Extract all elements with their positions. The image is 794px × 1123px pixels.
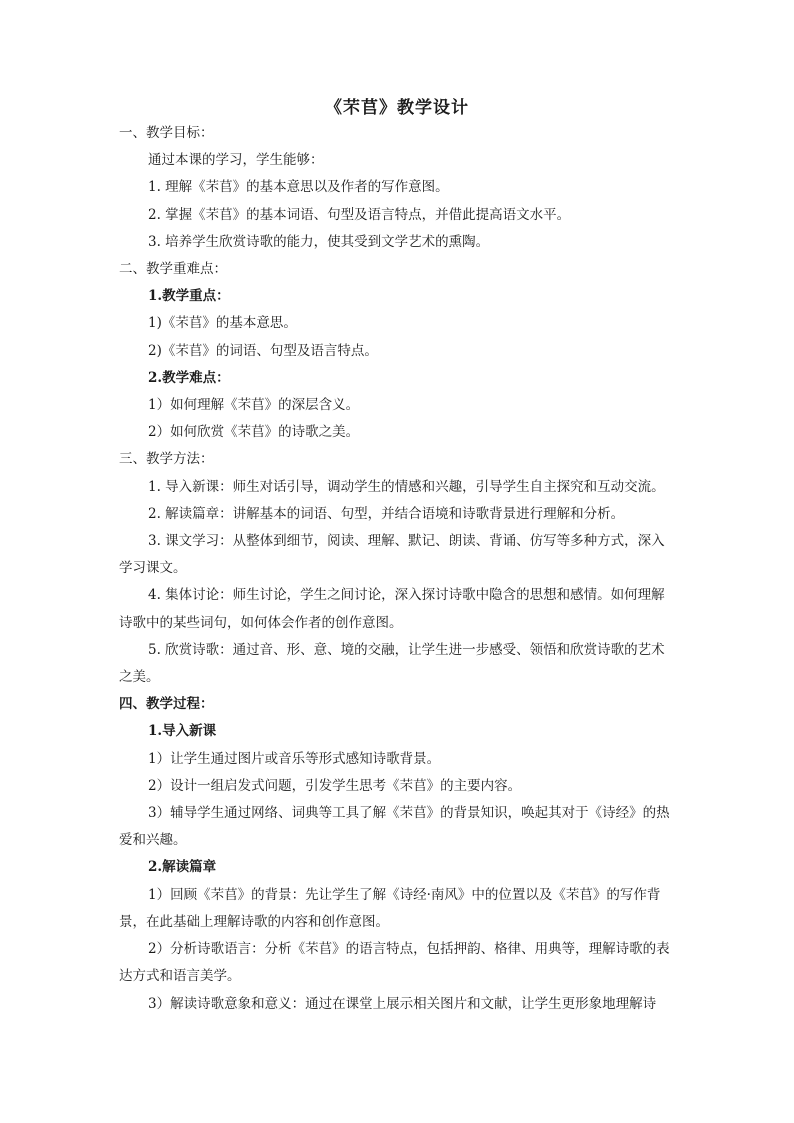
objective-item: 3. 培养学生欣赏诗歌的能力，使其受到文学艺术的熏陶。 [148, 233, 490, 250]
objectives-intro: 通过本课的学习，学生能够： [148, 152, 324, 169]
difficulty-item: 2）如何欣赏《芣苢》的诗歌之美。 [148, 424, 360, 441]
subheading-intro-lesson: 1.导入新课 [148, 723, 217, 740]
document-body [119, 120, 677, 1018]
method-item: 4. 集体讨论：师生讨论，学生之间讨论，深入探讨诗歌中隐含的思想和感情。如何理解诗歌中的某些词句，如何体会作者的创作意图。 [119, 587, 665, 631]
key-item: 1)《芣苢》的基本意思。 [148, 315, 297, 332]
document-title: 《芣苢》教学设计 [325, 98, 469, 118]
method-item: 3. 课文学习：从整体到细节，阅读、理解、默记、朗读、背诵、仿写等多种方式，深入学习课文。 [119, 533, 665, 577]
section-heading-process: 四、教学过程： [119, 696, 214, 713]
subheading-difficulty: 2.教学难点： [148, 369, 230, 386]
process-item: 2）分析诗歌语言：分析《芣苢》的语言特点，包括押韵、格律、用典等，理解诗歌的表达方式和语言美学。 [119, 941, 670, 985]
method-item: 2. 解读篇章：讲解基本的词语、句型，并结合语境和诗歌背景进行理解和分析。 [148, 505, 625, 522]
subheading-key: 1.教学重点： [148, 288, 230, 305]
section-heading-objectives: 一、教学目标： [119, 125, 214, 141]
objective-item: 2. 掌握《芣苢》的基本词语、句型及语言特点，并借此提高语文水平。 [148, 206, 571, 223]
difficulty-item: 1）如何理解《芣苢》的深层含义。 [148, 397, 360, 414]
process-item: 3）解读诗歌意象和意义：通过在课堂上展示相关图片和文献，让学生更形象地理解诗 [148, 995, 657, 1012]
process-item: 1）让学生通过图片或音乐等形式感知诗歌背景。 [148, 750, 441, 767]
process-item: 2）设计一组启发式问题，引发学生思考《芣苢》的主要内容。 [148, 777, 522, 794]
key-item: 2)《芣苢》的词语、句型及语言特点。 [148, 342, 378, 359]
section-heading-key-points: 二、教学重难点： [119, 261, 227, 278]
subheading-reading: 2.解读篇章 [148, 859, 217, 876]
process-item: 3）辅导学生通过网络、词典等工具了解《芣苢》的背景知识，唤起其对于《诗经》的热爱和兴趣。 [119, 805, 670, 849]
method-item: 5. 欣赏诗歌：通过音、形、意、境的交融，让学生进一步感受、领悟和欣赏诗歌的艺术之美。 [119, 641, 665, 686]
section-heading-methods: 三、教学方法： [119, 451, 214, 468]
objective-item: 1. 理解《芣苢》的基本意思以及作者的写作意图。 [148, 179, 449, 196]
method-item: 1. 导入新课：师生对话引导，调动学生的情感和兴趣，引导学生自主探究和互动交流。 [148, 478, 665, 495]
process-item: 1）回顾《芣苢》的背景：先让学生了解《诗经·南风》中的位置以及《芣苢》的写作背景，在此基础上理解诗歌的内容和创作意图。 [119, 886, 661, 930]
